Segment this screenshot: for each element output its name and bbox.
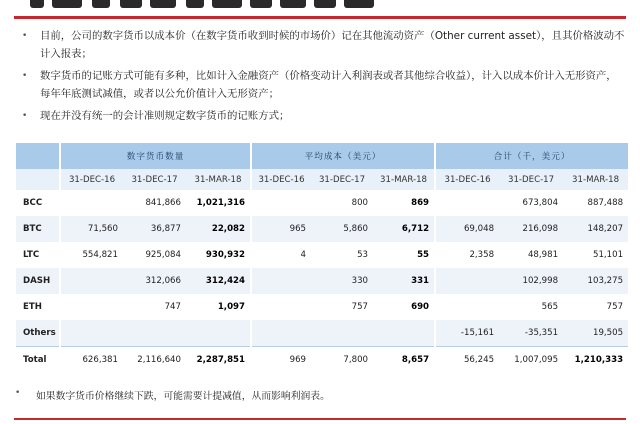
table-total-row [16,347,628,374]
bullet-item [14,108,626,126]
header-quantity: 数字货币数量 [60,143,251,169]
table-row [16,216,628,242]
table-cell: 757 [311,294,373,320]
date-header: 31-DEC-16 [435,169,499,190]
table-cell: 690 [373,294,435,320]
table-cell [60,294,123,320]
row-label: Total [16,347,60,374]
table-cell [311,320,373,347]
table-cell: 869 [373,190,435,216]
table-cell: 53 [311,242,373,268]
date-header: 31-MAR-18 [373,169,435,190]
bullet-text: 目前，公司的数字货币以成本价（在数字货币收到时候的市场价）记在其他流动资产（Other current asset），且其价格波动不计入报表； [40,30,625,60]
table-cell: 925,084 [123,242,186,268]
table-cell: 969 [251,347,311,374]
table-cell: 312,066 [123,268,186,294]
corner-cell [16,169,60,190]
bullet-text: 现在并没有统一的会计准则规定数字货币的记账方式； [40,110,290,122]
table-cell [186,320,251,347]
table-cell: 673,804 [499,190,563,216]
table-cell: 312,424 [186,268,251,294]
date-header: 31-DEC-17 [311,169,373,190]
table-row [16,268,628,294]
corner-cell [16,143,60,169]
table-cell [251,190,311,216]
table-cell: 6,712 [373,216,435,242]
table-cell: 102,998 [499,268,563,294]
bullet-dot-icon: • [15,388,21,398]
header-total-value: 合计（千，美元） [435,143,628,169]
table-cell: 2,358 [435,242,499,268]
bullet-item [14,28,626,63]
table-cell: 747 [123,294,186,320]
table-cell: 1,210,333 [563,347,628,374]
bottom-accent-bar [14,418,626,420]
table-cell [60,320,123,347]
table-cell: 55 [373,242,435,268]
table-row [16,320,628,347]
row-label: ETH [16,294,60,320]
bullet-list [14,28,626,126]
table-cell: 330 [311,268,373,294]
table-cell: 757 [563,294,628,320]
table-cell [60,190,123,216]
bullet-dot-icon: • [22,111,28,121]
table-cell: 565 [499,294,563,320]
table-cell [435,190,499,216]
crypto-holdings-table [16,143,628,373]
date-header: 31-MAR-18 [563,169,628,190]
table-cell: 8,657 [373,347,435,374]
table-cell: 2,287,851 [186,347,251,374]
cropped-title-strip [0,0,640,14]
table-row [16,294,628,320]
table-cell: 71,560 [60,216,123,242]
table-cell: 148,207 [563,216,628,242]
table-cell: 1,007,095 [499,347,563,374]
table-cell: 56,245 [435,347,499,374]
bullet-dot-icon: • [22,31,28,41]
table-cell [123,320,186,347]
bullet-text: 数字货币的记账方式可能有多种，比如计入金融资产（价格变动计入利润表或者其他综合收益），计入以成本价计入无形资产，每年年底测试减值，或者以公允价值计入无形资产； [40,70,617,100]
table-cell: 1,097 [186,294,251,320]
date-header: 31-DEC-17 [123,169,186,190]
bullet-dot-icon: • [22,71,28,81]
table-cell [60,268,123,294]
date-header: 31-DEC-17 [499,169,563,190]
bullet-item [14,68,626,103]
group-header-row [16,143,628,169]
date-header-row [16,169,628,190]
table-cell: 22,082 [186,216,251,242]
row-label: BCC [16,190,60,216]
table-cell: -35,351 [499,320,563,347]
table-cell [251,268,311,294]
row-label: BTC [16,216,60,242]
top-accent-bar [14,16,626,19]
row-label: LTC [16,242,60,268]
table-cell: 554,821 [60,242,123,268]
date-header: 31-DEC-16 [251,169,311,190]
table-cell: 930,932 [186,242,251,268]
header-avg-cost: 平均成本（美元） [251,143,435,169]
table-cell: 800 [311,190,373,216]
table-cell: 626,381 [60,347,123,374]
footnote-text: 如果数字货币价格继续下跌，可能需要计提减值，从而影响利润表。 [36,391,330,402]
table-cell: 965 [251,216,311,242]
table-cell [251,294,311,320]
table-cell: 887,488 [563,190,628,216]
table-cell: 331 [373,268,435,294]
date-header: 31-MAR-18 [186,169,251,190]
table-cell: 841,866 [123,190,186,216]
table-cell: 19,505 [563,320,628,347]
table-cell: 36,877 [123,216,186,242]
table-cell [251,320,311,347]
table-cell: -15,161 [435,320,499,347]
table-row [16,242,628,268]
date-header: 31-DEC-16 [60,169,123,190]
table-cell: 4 [251,242,311,268]
table-cell: 2,116,640 [123,347,186,374]
table-cell: 5,860 [311,216,373,242]
table-cell [435,268,499,294]
table-cell: 1,021,316 [186,190,251,216]
table-cell [373,320,435,347]
table-cell: 7,800 [311,347,373,374]
table-cell [435,294,499,320]
table-cell: 103,275 [563,268,628,294]
table-cell: 216,098 [499,216,563,242]
row-label: Others [16,320,60,347]
table-cell: 69,048 [435,216,499,242]
table-cell: 51,101 [563,242,628,268]
table-row [16,190,628,216]
footnote [15,388,330,402]
table-cell: 48,981 [499,242,563,268]
row-label: DASH [16,268,60,294]
